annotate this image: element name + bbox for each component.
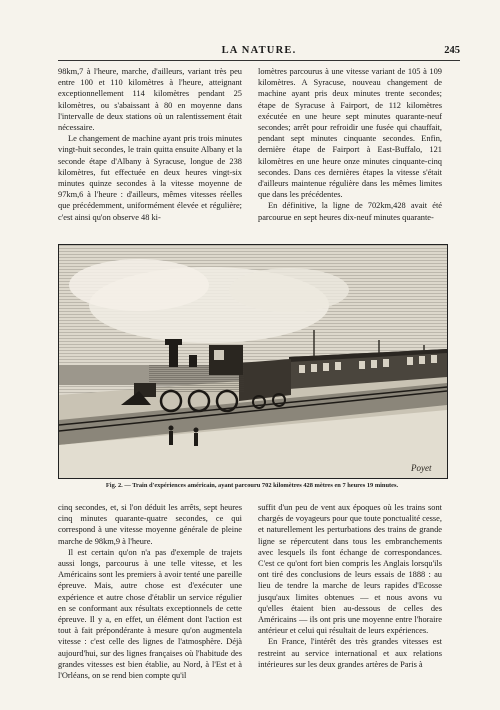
page-number: 245 [444, 45, 460, 56]
locomotive-illustration [59, 245, 447, 478]
journal-title: LA NATURE. [221, 45, 297, 56]
paragraph: En France, l'intérêt des très grandes vitesses est restreint au service international et aux relations intérieures sur les deux grandes artères de Paris à [258, 637, 442, 669]
paragraph: Le changement de machine ayant pris trois minutes vingt-huit secondes, le train quitta ensuite Albany et la seconde étape d'Albany à Syracuse, longue de 238 kilomètres, fut effectuée en deux heures vingt-six minutes quinze secondes à la vitesse moyenne de 97km,6 à l'heure : d'ailleurs, mêmes vitesses réelles que précédemment, uniformément élevée et régulière; c'est ainsi qu'on observe 48 ki- [58, 134, 242, 222]
column-top-left [58, 66, 242, 238]
paragraph: En définitive, la ligne de 702km,428 avait été parcourue en sept heures dix-neuf minutes quarante- [258, 201, 442, 222]
running-header [58, 44, 460, 61]
figure-caption: Fig. 2. — Train d'expériences américain, ayant parcouru 702 kilomètres 428 mètres en 7 heures 19 minutes. [105, 482, 399, 489]
column-bottom-right [258, 502, 442, 702]
column-bottom-left [58, 502, 242, 702]
paragraph: 98km,7 à l'heure, marche, d'ailleurs, variant très peu entre 100 et 110 kilomètres à l'heure, atteignant exceptionnellement 114 kilomètres pendant 25 kilomètres, ou s'abaissant à 80 en moyenne dans l'intervalle de deux stations où un ralentissement était nécessaire. [58, 67, 242, 133]
smoke-cloud [229, 268, 349, 312]
engraver-signature: Poyet [411, 463, 432, 473]
paragraph: lomètres parcourus à une vitesse variant de 105 à 109 kilomètres. A Syracuse, nouveau changement de machine ayant pris deux minutes trente secondes; étape de Syracuse à Fairport, de 112 kilomètres exécutée en une heure sept minutes quarante-neuf secondes; arrêt pour refroidir une fusée qui chauffait, pendant sept minutes cinquante secondes. Enfin, dernière étape de Fairport à East-Buffalo, 121 kilomètres en une heure onze minutes cinquante-cinq secondes. Dans ces dernières étapes la vitesse s'était d'ailleurs maintenue régulière dans les mêmes limites que dans les précédentes. [258, 67, 442, 200]
smoke-cloud [69, 259, 209, 311]
column-top-right [258, 66, 442, 238]
train-engraving [58, 244, 448, 479]
paragraph: suffit d'un peu de vent aux époques où les trains sont chargés de voyageurs pour que toute ponctualité cesse, et naturellement les perturbations des trains de grande ligne se répercutent dans tous les embranchements avec lesquels ils font échange de correspondances. C'est ce qu'ont fort bien compris les Anglais lorsqu'ils ont tiré des conclusions de leurs essais de 1888 : au lieu de tendre la marche de leurs rapides d'Ecosse jusqu'aux limites obtenues — et nous avons vu qu'elles étaient bien au-dessous de celles des Américains — ils ont pris une moyenne entre l'horaire antérieur et celui qui résultait de leurs expériences. [258, 503, 442, 636]
paragraph: Il est certain qu'on n'a pas d'exemple de trajets aussi longs, parcourus à une telle vitesse, et les Américains sont les premiers à avoir tenté une pareille épreuve. Mais, autre chose est d'exécuter une expérience et autre chose d'établir un service régulier en se conformant aux résultats exceptionnels de cette épreuve. Il y a, en effet, un élément dont l'action est tout à fait prépondérante à mesure qu'on augmentela vitesse : c'est celle des lignes de l'atmosphère. Déjà aujourd'hui, sur des lignes françaises où l'habitude des grandes vitesses est bien établie, au Nord, à l'Est et à l'Orléans, on se rend bien compte qu'il [58, 547, 242, 681]
paragraph: cinq secondes, et, si l'on déduit les arrêts, sept heures cinq minutes quarante-quatre secondes, ce qui correspond à une vitesse moyenne générale de pleine marche de 98km,9 à l'heure. [58, 503, 242, 546]
